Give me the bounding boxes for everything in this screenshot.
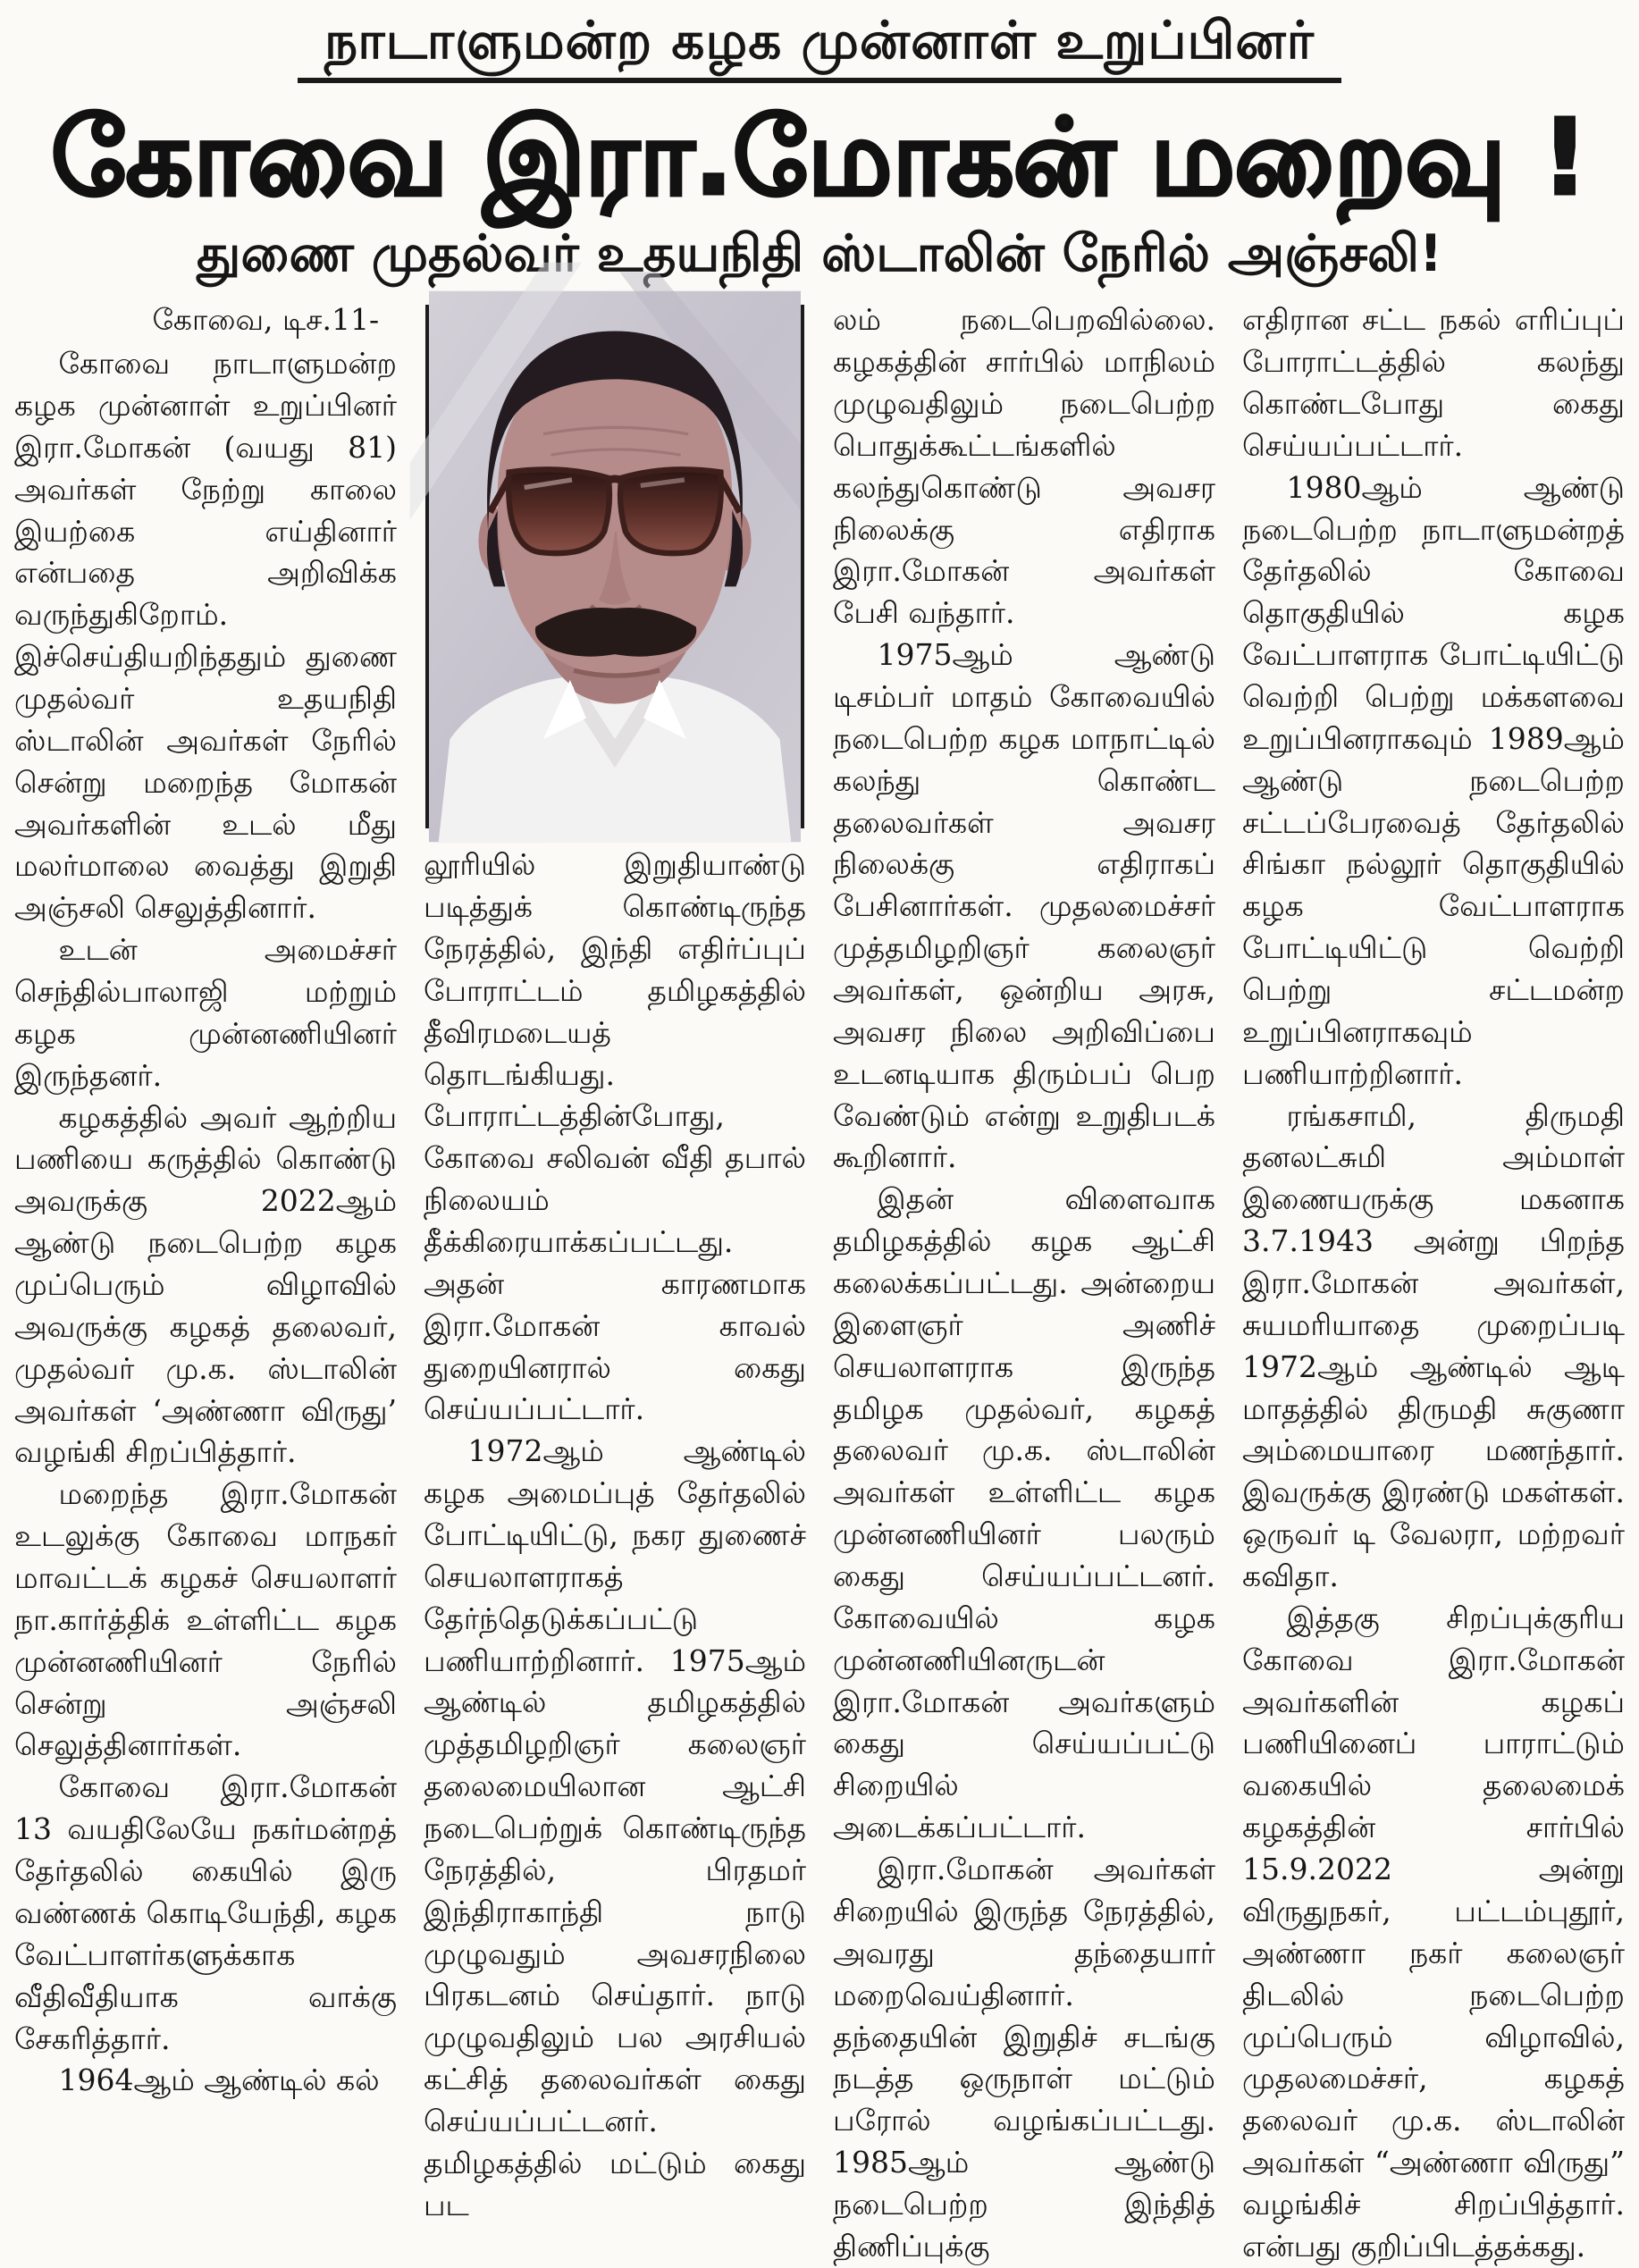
- column-1: [14, 299, 397, 2267]
- paragraph: கோவை இரா.மோகன் 13 வயதிலேயே நகர்மன்றத் தேர்தலில் கையில் இரு வண்ணக் கொடியேந்தி, கழக வேட்பாளர்களுக்காக வீதிவீதியாக வாக்கு சேகரித்தார்.: [14, 1769, 397, 2056]
- paragraph: லம் நடைபெறவில்லை. கழகத்தின் சார்பில் மாநிலம் முழுவதிலும் நடைபெற்ற பொதுக்கூட்டங்களில் கலந்துகொண்டு அவசர நிலைக்கு எதிராக இரா.மோகன் அவர்கள் பேசி வந்தார்.: [833, 302, 1215, 631]
- portrait-illustration: [429, 308, 801, 825]
- paragraph: 1975ஆம் ஆண்டு டிசம்பர் மாதம் கோவையில் நடைபெற்ற கழக மாநாட்டில் கலந்து கொண்ட தலைவர்கள் அவசர நிலைக்கு எதிராகப் பேசினார்கள். முதலமைச்சர் முத்தமிழறிஞர் கலைஞர் அவர்கள், ஒன்றிய அரசு, அவசர நிலை அறிவிப்பை உடனடியாக திரும்பப் பெற வேண்டும் என்று உறுதிபடக் கூறினார்.: [833, 637, 1215, 1175]
- paragraph: எதிரான சட்ட நகல் எரிப்புப் போராட்டத்தில் கலந்து கொண்டபோது கைது செய்யப்பட்டார்.: [1242, 302, 1625, 463]
- paragraph: இரா.மோகன் அவர்கள் சிறையில் இருந்த நேரத்தில், அவரது தந்தையார் மறைவெய்தினார். தந்தையின் இறுதிச் சடங்கு நடத்த ஒருநாள் மட்டும் பரோல் வழங்கப்பட்டது. 1985ஆம் ஆண்டு நடைபெற்ற இந்தித் திணிப்புக்கு: [833, 1852, 1215, 2264]
- kicker-row: [14, 11, 1625, 83]
- article-body: [14, 299, 1625, 2267]
- paragraph: லூரியில் இறுதியாண்டு படித்துக் கொண்டிருந்த நேரத்தில், இந்தி எதிர்ப்புப் போராட்டம் தமிழகத்தில் தீவிரமடையத் தொடங்கியது. போராட்டத்தின்போது, கோவை சலிவன் வீதி தபால் நிலையம் தீக்கிரையாக்கப்பட்டது. அதன் காரணமாக இரா.மோகன் காவல் துறையினரால் கைது செய்யப்பட்டார்.: [424, 847, 806, 1427]
- column-2: [424, 299, 806, 2267]
- headline: கோவை இரா.மோகன் மறைவு !: [51, 95, 1588, 219]
- paragraph: கோவை நாடாளுமன்ற கழக முன்னாள் உறுப்பினர் இரா.மோகன் (வயது 81) அவர்கள் நேற்று காலை இயற்கை எய்தினார் என்பதை அறிவிக்க வருந்துகிறோம். இச்செய்தியறிந்ததும் துணை முதல்வர் உதயநிதி ஸ்டாலின் அவர்கள் நேரில் சென்று மறைந்த மோகன் அவர்களின் உடல் மீது மலர்மாலை வைத்து இறுதி அஞ்சலி செலுத்தினார்.: [14, 346, 397, 926]
- paragraph: கழகத்தில் அவர் ஆற்றிய பணியை கருத்தில் கொண்டு அவருக்கு 2022ஆம் ஆண்டு நடைபெற்ற கழக முப்பெரும் விழாவில் அவருக்கு கழகத் தலைவர், முதல்வர் மு.க. ஸ்டாலின் அவர்கள் ‘அண்ணா விருது’ வழங்கி சிறப்பித்தார்.: [14, 1099, 397, 1470]
- portrait-photo: [425, 305, 804, 828]
- paragraph: இதன் விளைவாக தமிழகத்தில் கழக ஆட்சி கலைக்கப்பட்டது. அன்றைய இளைஞர் அணிச் செயலாளராக இருந்த தமிழக முதல்வர், கழகத் தலைவர் மு.க. ஸ்டாலின் அவர்கள் உள்ளிட்ட கழக முன்னணியினர் பலரும் கைது செய்யப்பட்டனர். கோவையில் கழக முன்னணியினருடன் இரா.மோகன் அவர்களும் கைது செய்யப்பட்டு சிறையில் அடைக்கப்பட்டார்.: [833, 1181, 1215, 1845]
- paragraph: ரங்கசாமி, திருமதி தனலட்சுமி அம்மாள் இணையருக்கு மகனாக 3.7.1943 அன்று பிறந்த இரா.மோகன் அவர்கள், சுயமரியாதை முறைப்படி 1972ஆம் ஆண்டில் ஆடி மாதத்தில் திருமதி சுகுணா அம்மையாரை மணந்தார். இவருக்கு இரண்டு மகள்கள். ஒருவர் டி வேலரா, மற்றவர் கவிதா.: [1242, 1097, 1625, 1594]
- paragraph: 1972ஆம் ஆண்டில் கழக அமைப்புத் தேர்தலில் போட்டியிட்டு, நகர துணைச் செயலாளராகத் தேர்ந்தெடுக்கப்பட்டு பணியாற்றினார். 1975ஆம் ஆண்டில் தமிழகத்தில் முத்தமிழறிஞர் கலைஞர் தலைமையிலான ஆட்சி நடைபெற்றுக் கொண்டிருந்த நேரத்தில், பிரதமர் இந்திராகாந்தி நாடு முழுவதும் அவசரநிலை பிரகடனம் செய்தார். நாடு முழுவதிலும் பல அரசியல் கட்சித் தலைவர்கள் கைது செய்யப்பட்டனர். தமிழகத்தில் மட்டும் கைது பட: [424, 1433, 806, 2222]
- dateline: கோவை, டிச.11-: [152, 302, 380, 338]
- kicker: நாடாளுமன்ற கழக முன்னாள் உறுப்பினர்: [298, 11, 1341, 83]
- paragraph: மறைந்த இரா.மோகன் உடலுக்கு கோவை மாநகர் மாவட்டக் கழகச் செயலாளர் நா.கார்த்திக் உள்ளிட்ட கழக முன்னணியினர் நேரில் சென்று அஞ்சலி செலுத்தினார்கள்.: [14, 1476, 397, 1763]
- paragraph: இத்தகு சிறப்புக்குரிய கோவை இரா.மோகன் அவர்களின் கழகப் பணியினைப் பாராட்டும் வகையில் தலைமைக் கழகத்தின் சார்பில் 15.9.2022 அன்று விருதுநகர், பட்டம்புதூர், அண்ணா நகர் கலைஞர் திடலில் நடைபெற்ற முப்பெரும் விழாவில், முதலமைச்சர், கழகத் தலைவர் மு.க. ஸ்டாலின் அவர்கள் “அண்ணா விருது” வழங்கிச் சிறப்பித்தார். என்பது குறிப்பிடத்தக்கது.: [1242, 1600, 1625, 2264]
- article-header: [14, 11, 1625, 281]
- column-4: [1242, 299, 1625, 2267]
- paragraph: 1980ஆம் ஆண்டு நடைபெற்ற நாடாளுமன்றத் தேர்தலில் கோவை தொகுதியில் கழக வேட்பாளராக போட்டியிட்டு வெற்றி பெற்று மக்களவை உறுப்பினராகவும் 1989ஆம் ஆண்டு நடைபெற்ற சட்டப்பேரவைத் தேர்தலில் சிங்கா நல்லூர் தொகுதியில் கழக வேட்பாளராக போட்டியிட்டு வெற்றி பெற்று சட்டமன்ற உறுப்பினராகவும் பணியாற்றினார்.: [1242, 469, 1625, 1091]
- column-3: [833, 299, 1215, 2267]
- paragraph: 1964ஆம் ஆண்டில் கல்: [58, 2062, 380, 2098]
- subheadline: துணை முதல்வர் உதயநிதி ஸ்டாலின் நேரில் அஞ்சலி!: [196, 223, 1443, 283]
- paragraph: உடன் அமைச்சர் செந்தில்பாலாஜி மற்றும் கழக முன்னணியினர் இருந்தனர்.: [14, 932, 397, 1093]
